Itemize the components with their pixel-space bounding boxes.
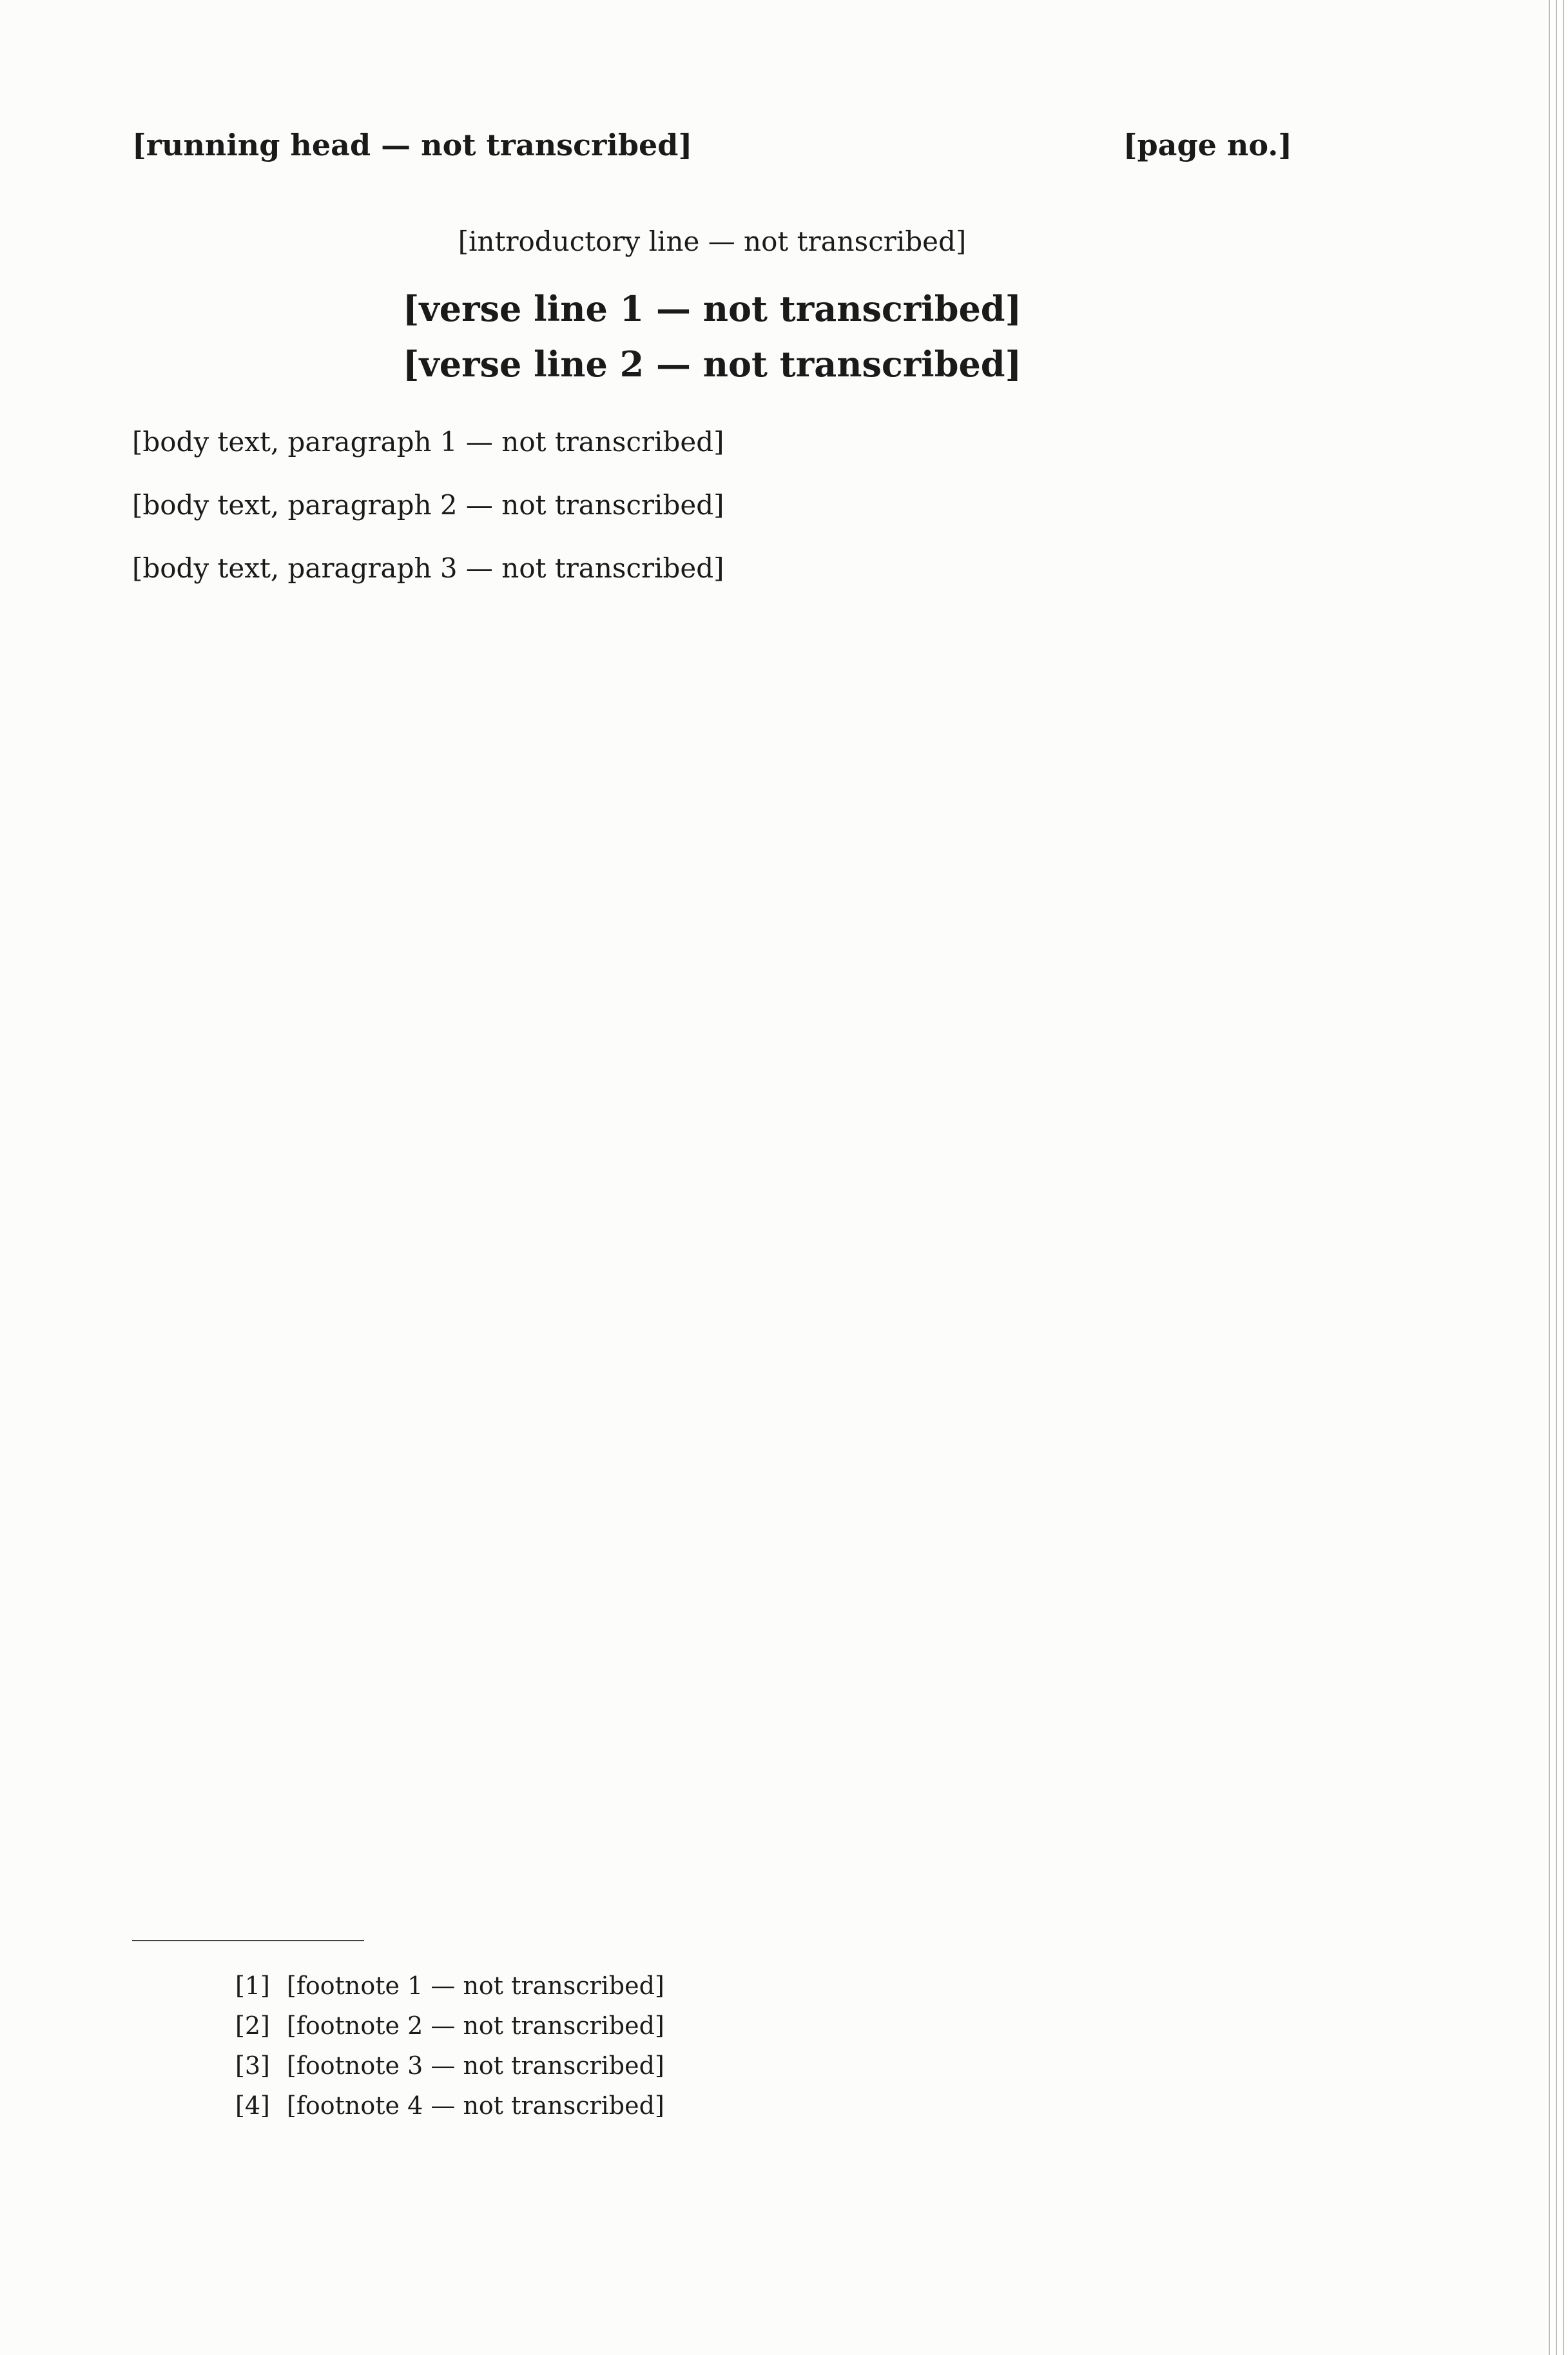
paragraph: [body text, paragraph 2 — not transcribed] [132, 489, 724, 521]
footnote-text: [footnote 1 — not transcribed] [287, 1972, 664, 2000]
verse-line: [verse line 2 — not transcribed] [402, 344, 1022, 385]
verse-line: [verse line 1 — not transcribed] [402, 288, 1022, 329]
verse [132, 281, 1292, 392]
page-binding-edge [1546, 0, 1568, 2355]
footnote-number: [3] [235, 2051, 270, 2080]
footnote-text: [footnote 4 — not transcribed] [287, 2091, 664, 2120]
footnote-number: [4] [235, 2091, 270, 2120]
running-head [132, 122, 1292, 168]
main-text [132, 219, 1292, 607]
footnote [132, 1966, 1292, 2006]
page-number: [page no.] [1123, 128, 1292, 162]
running-head-title: [running head — not transcribed] [132, 128, 693, 162]
footnotes [132, 1966, 1292, 2126]
footnote-text: [footnote 3 — not transcribed] [287, 2051, 664, 2080]
paragraph: [body text, paragraph 1 — not transcribed] [132, 426, 724, 458]
footnote-text: [footnote 2 — not transcribed] [287, 2011, 664, 2040]
footnote [132, 2086, 1292, 2126]
footnote-number: [2] [235, 2011, 270, 2040]
paragraph: [body text, paragraph 3 — not transcribed] [132, 552, 724, 584]
footnote [132, 2006, 1292, 2046]
footnote-divider [132, 1940, 364, 1941]
footnote [132, 2046, 1292, 2086]
footnote-number: [1] [235, 1972, 270, 2000]
intro-line: [introductory line — not transcribed] [458, 226, 967, 257]
